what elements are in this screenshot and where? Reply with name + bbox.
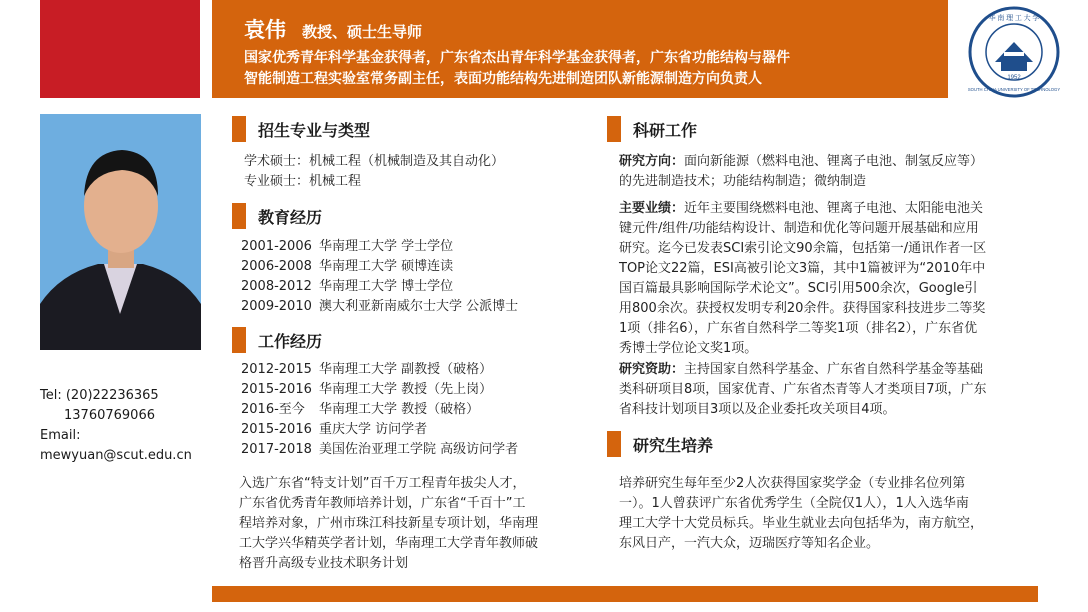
education-list [241,237,518,317]
contact-tel: Tel: (20)22236365 [40,388,159,403]
work-years: 2016-至今 [241,402,305,417]
header-line-1: 国家优秀青年科学基金获得者，广东省杰出青年科学基金获得者，广东省功能结构与器件 [244,50,790,66]
list-item [241,237,518,257]
list-item [241,380,518,400]
list-item [241,420,518,440]
work-years: 2017-2018 [241,442,312,457]
research-achievements-text: 近年主要围绕燃料电池、锂离子电池、太阳能电池关 键元件/组件/功能结构设计、制造和优化等问题开展基础和应用 研究。迄今已发表SCI索引论文90余篇，包括第一/通讯作者一区 TOP论文22篇，ESI高被引论文3篇，其中1篇被评为“2010年中 国百篇最具影响国际学术论文”。SCI引用500余次，Google引 用800余次。获授权发明专利20余件。获得国家科技进步二等奖 1项（排名6），广东省自然科学二等奖1项（排名2），广东省优 秀博士学位论文奖1项。 [619,201,987,356]
list-item [241,440,518,460]
admission-academic: 学术硕士：机械工程（机械制造及其自动化） [244,154,505,169]
students-paragraph: 培养研究生每年至少2人次获得国家奖学金（专业排名位列第 一）。1人曾获评广东省优秀学生（全院仅1人），1人入选华南 理工大学十大党员标兵。毕业生就业去向包括华为，南方航空， 东风日产，一汽大众，迈瑞医疗等知名企业。 [619,476,984,551]
section-students-heading [607,431,713,457]
contact-email-label: Email: [40,428,81,443]
seal-year: 1952 [1007,75,1021,81]
list-item [241,297,518,317]
header-line-2: 智能制造工程实验室常务副主任，表面功能结构先进制造团队新能源制造方向负责人 [244,71,762,87]
university-seal-icon [968,6,1060,98]
work-text: 华南理工大学 教授（破格） [319,402,480,417]
section-admission-heading [232,116,370,142]
section-accent-bar [232,203,246,229]
education-years: 2001-2006 [241,239,312,254]
contact-mobile: 13760769066 [64,408,155,423]
svg-text:华 南 理 工 大 学: 华 南 理 工 大 学 [988,14,1040,22]
education-text: 华南理工大学 学士学位 [319,239,454,254]
admission-list [244,152,504,192]
research-direction [619,152,1019,192]
section-work-heading [232,327,322,353]
education-years: 2008-2012 [241,279,312,294]
contact-info [40,386,210,466]
section-title: 研究生培养 [633,435,714,455]
person-title: 教授、硕士生导师 [302,23,423,41]
research-funding-label: 研究资助： [619,362,685,377]
research-funding [619,360,1024,420]
work-text: 华南理工大学 副教授（破格） [319,362,493,377]
work-list [241,360,518,460]
education-years: 2009-2010 [241,299,312,314]
education-text: 华南理工大学 硕博连读 [319,259,454,274]
admission-professional: 专业硕士：机械工程 [244,174,362,189]
header-name-row [244,14,948,44]
research-achievements-label: 主要业绩： [619,201,685,216]
research-direction-text: 面向新能源（燃料电池、锂离子电池、制氢反应等） 的先进制造技术；功能结构制造；微纳制造 [619,154,984,189]
section-accent-bar [232,116,246,142]
list-item [241,360,518,380]
section-title: 科研工作 [633,120,698,140]
list-item [241,277,518,297]
education-text: 华南理工大学 博士学位 [319,279,454,294]
header-banner [212,0,948,98]
research-funding-text: 主持国家自然科学基金、广东省自然科学基金等基础 类科研项目8项，国家优青、广东省杰青等人才类项目7项，广东 省科技计划项目3项以及企业委托攻关项目4项。 [619,362,987,417]
section-title: 工作经历 [258,331,323,351]
contact-email[interactable]: mewyuan@scut.edu.cn [40,448,192,463]
footer-accent-bar [212,586,1038,602]
work-years: 2012-2015 [241,362,312,377]
person-name: 袁伟 [244,18,286,42]
research-achievements [619,199,1024,359]
list-item [241,257,518,277]
education-years: 2006-2008 [241,259,312,274]
work-years: 2015-2016 [241,422,312,437]
section-research-heading [607,116,697,142]
red-decor-block [40,0,200,98]
honors-paragraph: 入选广东省“特支计划”百千万工程青年拔尖人才， 广东省优秀青年教师培养计划，广东省“千百十”工 程培养对象，广州市珠江科技新星专项计划，华南理 工大学兴华精英学者计划，华南理工大学青年教师破 格晋升高级专业技术职务计划 [239,476,539,571]
section-accent-bar [232,327,246,353]
section-education-heading [232,203,322,229]
person-silhouette-icon [40,114,201,350]
section-accent-bar [607,116,621,142]
work-text: 华南理工大学 教授（先上岗） [319,382,493,397]
section-accent-bar [607,431,621,457]
list-item [241,400,518,420]
work-text: 重庆大学 访问学者 [319,422,428,437]
education-text: 澳大利亚新南威尔士大学 公派博士 [319,299,519,314]
section-title: 教育经历 [258,207,323,227]
portrait-photo [40,114,201,350]
research-direction-label: 研究方向： [619,154,685,169]
seal-english-text: SOUTH CHINA UNIVERSITY OF TECHNOLOGY [968,87,1060,92]
section-title: 招生专业与类型 [258,120,371,140]
work-years: 2015-2016 [241,382,312,397]
work-text: 美国佐治亚理工学院 高级访问学者 [319,442,519,457]
